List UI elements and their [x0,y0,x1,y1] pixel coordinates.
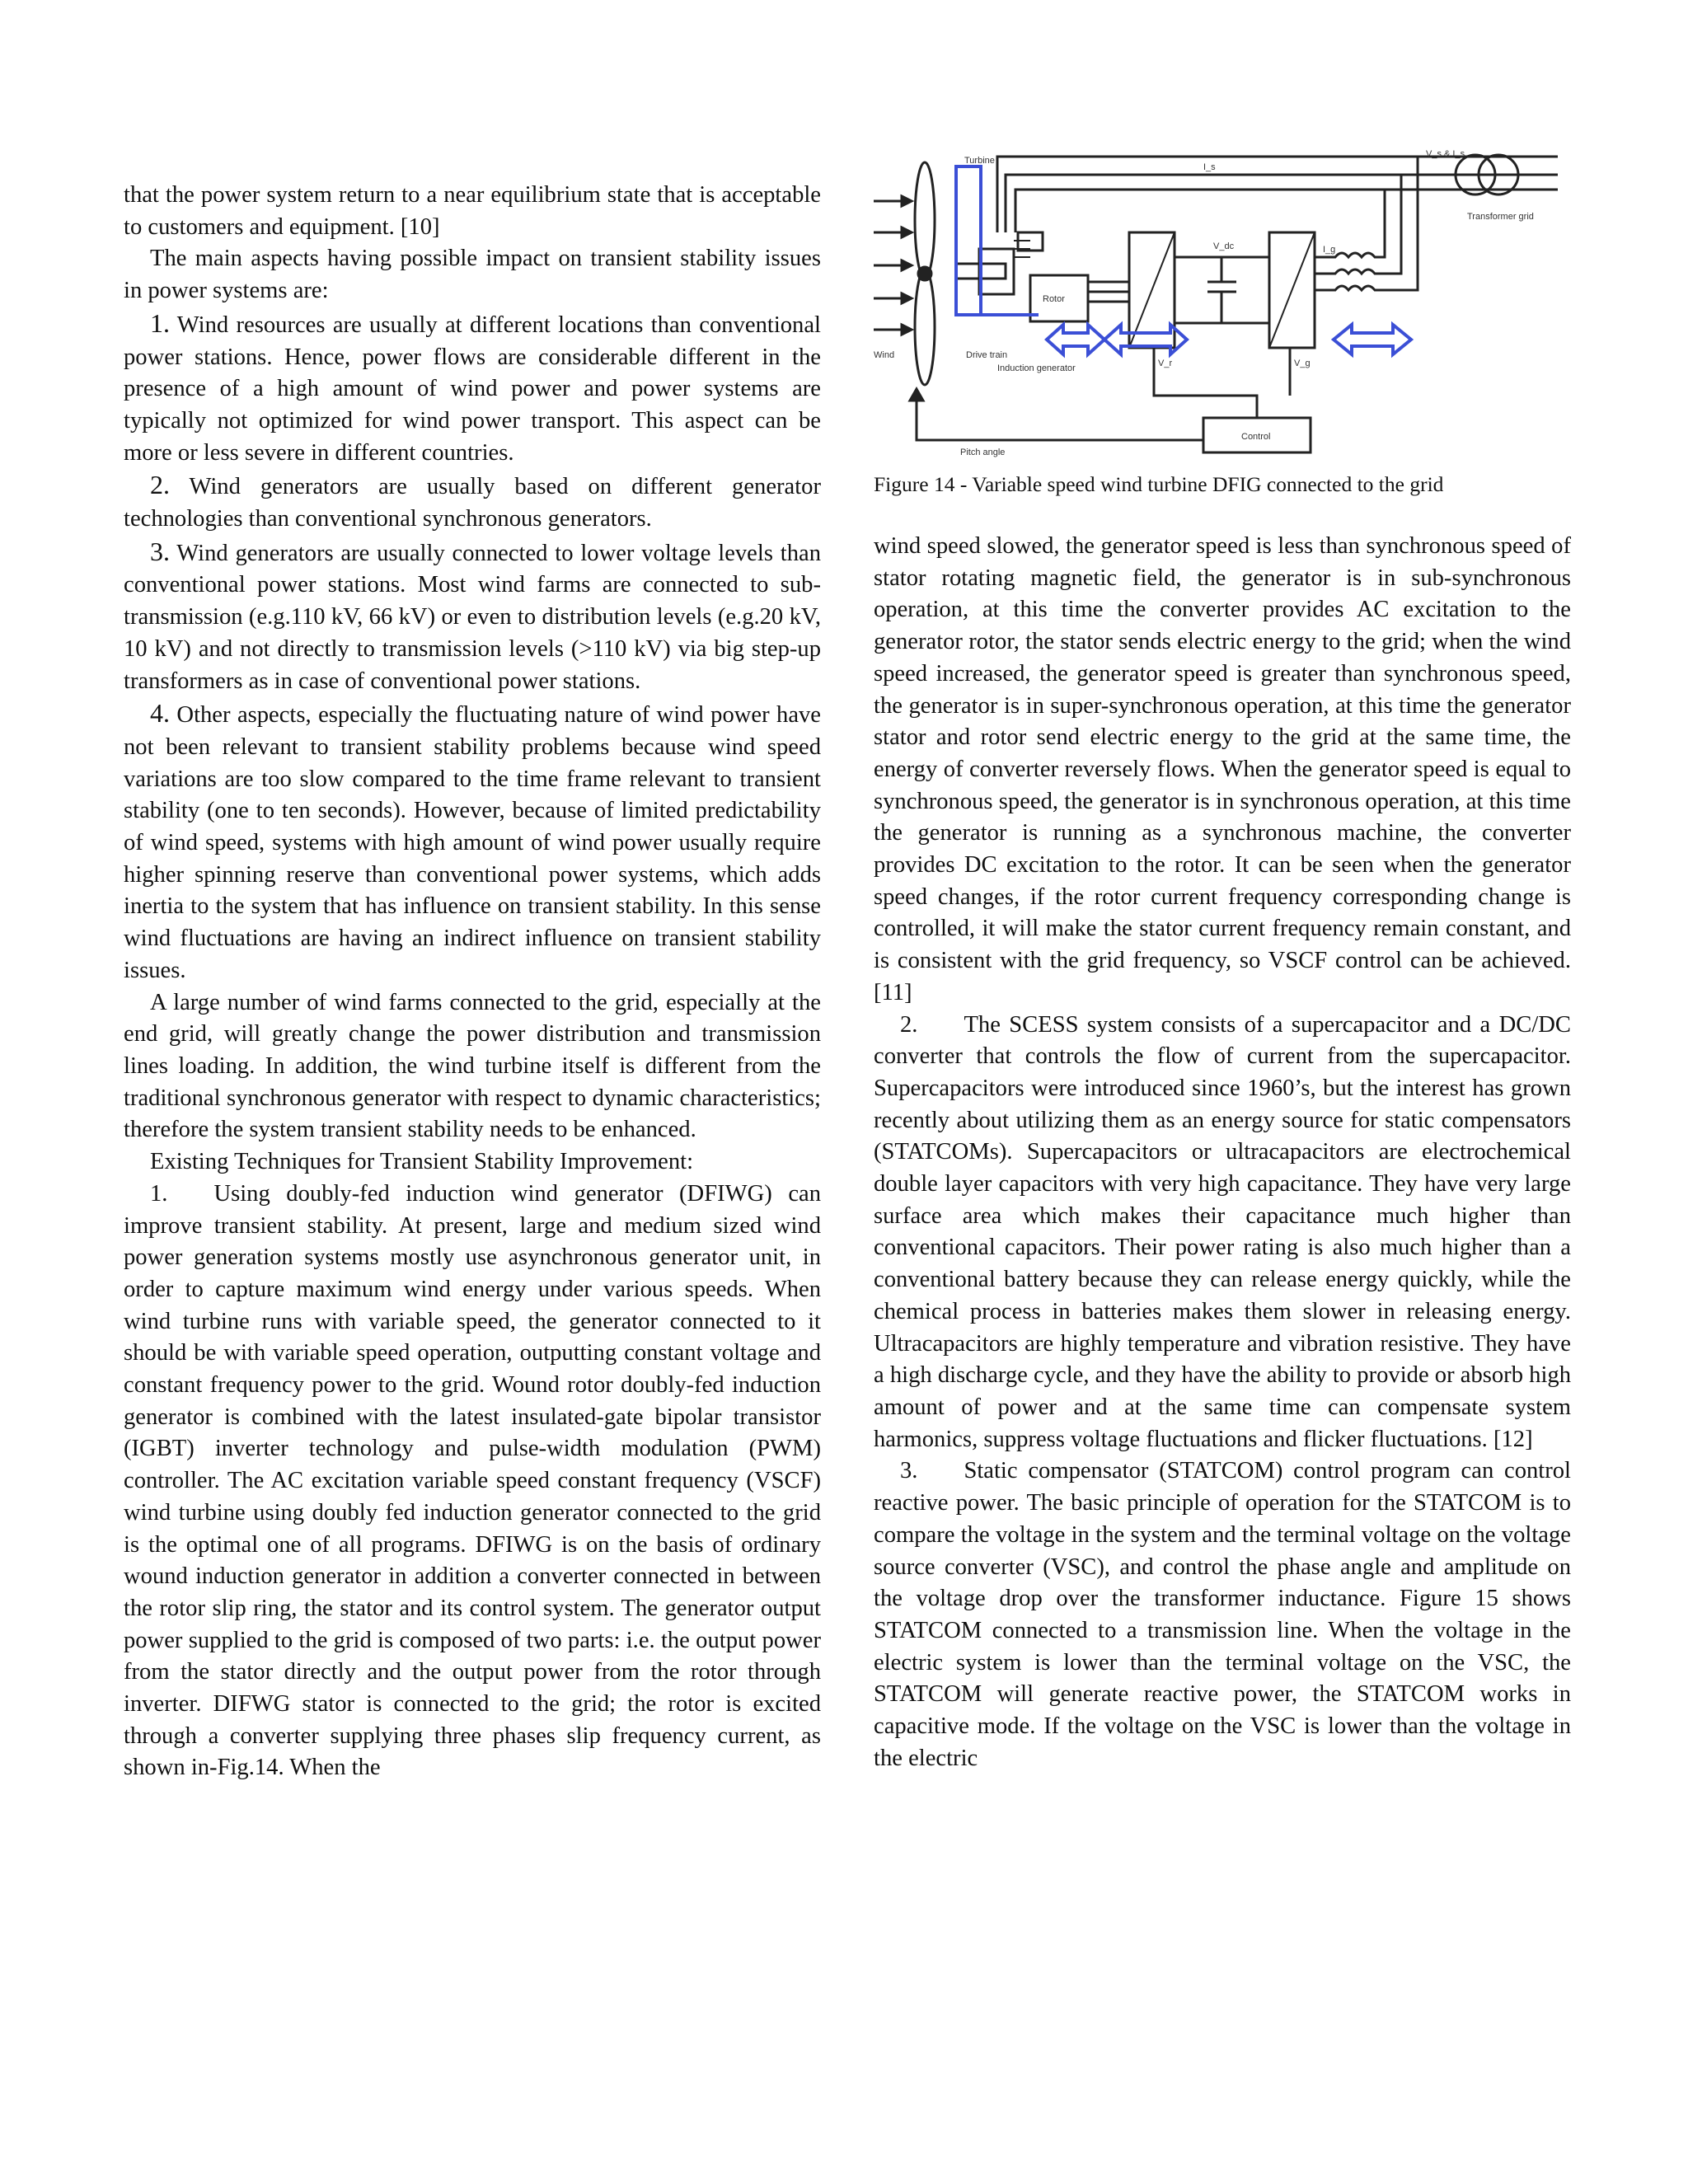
label-vdc: V_dc [1213,241,1235,251]
turbine-blade-lower [915,269,935,385]
label-drive-train: Drive train [966,350,1008,360]
rotor-power-flow-arrow [1047,325,1104,354]
paragraph: The main aspects having possible impact on transient stability issues in power systems are: [124,246,821,304]
label-control: Control [1241,432,1271,442]
section-heading: Existing Techniques for Transient Stability Improvement: [150,1149,694,1175]
paragraph: wind speed slowed, the generator speed is less than synchronous speed of stator rotating magnetic field, the generator is in sub-synchronous operation, at this time the converter provides AC excitation to the generator rotor, the stator sends electric energy to the grid; when the wind speed increased, the generator speed is greater than synchronous speed, the generator is in super-synchronous operation, at this time the generator stator and rotor send electric energy to the grid at the same time, the energy of converter reversely flows. When the generator speed is equal to synchronous speed, the generator is in synchronous operation, at this time the generator is running as a synchronous machine, the converter provides DC excitation to the rotor. It can be seen when the generator speed changes, if the rotor current frequency corresponding change is controlled, it will make the stator current frequency remain constant, and is consistent with the grid frequency, so VSCF control can be achieved. [11] [874,533,1571,1005]
paragraph: that the power system return to a near equilibrium state that is acceptable to customers and equipment. [10] [124,182,821,240]
list-item: 2. The SCESS system consists of a supercapacitor and a DC/DC converter that controls the flow of current from the supercapacitor. Supercapacitors were introduced since 1960’s, but the interest has grown recently about utilizing them as an energy source for static compensators (STATCOMs). Supercapacitors or ultracapacitors are electrochemical double layer capacitors with very high capacitance. They have very large surface area which makes their capacitance much higher than conventional capacitors. Their power rating is also much higher than a conventional battery because they can release energy quickly, while the chemical process in batteries makes them slower in releasing energy. Ultracapacitors are highly temperature and vibration resistive. They have a high discharge cycle, and they have the ability to provide or absorb high amount of power and at the same time can compensate system harmonics, suppress voltage fluctuations and flicker fluctuations. [12] [874,1011,1571,1452]
list-item: 4. Other aspects, especially the fluctuating nature of wind power have not been relevant to transient stability problems because wind speed variations are too slow compared to the time frame relevant to transient stability (one to ten seconds). However, because of limited predictability of wind speed, systems with high amount of wind power usually require higher spinning reserve than conventional power systems, which adds inertia to the system that has influence on transient stability. In this sense wind fluctuations are having an indirect influence on transient stability issues. [124,698,821,983]
turbine-blade-upper [915,162,935,278]
figure-caption: Figure 14 - Variable speed wind turbine DFIG connected to the grid [874,472,1444,496]
label-turbine: Turbine [964,156,995,166]
label-vs-is: V_s & I_s [1426,150,1465,159]
paragraph: A large number of wind farms connected to the grid, especially at the end grid, will greatly change the power distribution and transmission lines loading. In addition, the wind turbine itself is different from the traditional synchronous generator with respect to dynamic characteristics; therefore the system transient stability needs to be enhanced. [124,989,821,1143]
list-item: 1. Wind resources are usually at different locations than conventional power stations. Hence, power flows are considerable different in the presence of a high amount of wind power and power systems are typically not optimized for wind power transport. This aspect can be more or less severe in different countries. [124,307,821,466]
list-item: 3. Static compensator (STATCOM) control program can control reactive power. The basic principle of operation for the STATCOM is to compare the voltage in the system and the terminal voltage on the voltage source converter (VSC), and control the phase angle and amplitude on the voltage drop over the transformer inductance. Figure 15 shows STATCOM connected to a transmission line. When the voltage in the electric system is lower than the terminal voltage on the VSC, the STATCOM will generate reactive power, the STATCOM works in capacitive mode. If the voltage on the VSC is lower than the voltage in the electric [874,1458,1571,1771]
label-transformer-grid: Transformer grid [1467,212,1534,222]
label-is: I_s [1203,162,1216,172]
label-vg: V_g [1294,359,1311,368]
label-pitch-angle: Pitch angle [960,448,1006,457]
label-ig: I_g [1323,245,1336,255]
label-induction-generator: Induction generator [997,363,1076,373]
label-vr: V_r [1158,359,1173,368]
list-item: 2. Wind generators are usually based on different generator technologies than conventional synchronous generators. [124,470,821,532]
label-rotor: Rotor [1043,294,1065,304]
label-wind: Wind [874,350,895,360]
gearbox-box [979,249,1014,294]
list-item: 1. Using doubly-fed induction wind generator (DFIWG) can improve transient stability. At present, large and medium sized wind power generation systems mostly use asynchronous generator unit, in order to capture maximum wind energy under various speeds. When wind turbine runs with variable speed, the generator connected to it should be with variable speed operation, outputting constant voltage and constant frequency power to the grid. Wound rotor doubly-fed induction generator is combined with the latest insulated-gate bipolar transistor (IGBT) inverter technology and pulse-width modulation (PWM) controller. The AC excitation variable speed constant frequency (VSCF) wind turbine using doubly fed induction generator connected to the grid is the optimal one of all programs. DFIWG is on the basis of ordinary wound induction generator in addition a converter connected in between the rotor slip ring, the stator and its control system. The generator output power supplied to the grid is composed of two parts: i.e. the output power from the stator directly and the output power from the rotor through inverter. DIFWG stator is connected to the grid; the rotor is excited through a converter supplying three phases slip frequency current, as shown in-Fig.14. When the [124,1180,821,1781]
figure-14-dfig-diagram [874,150,1558,478]
left-column [124,180,821,1784]
right-column [874,531,1571,1774]
grid-power-flow-arrow [1334,325,1411,354]
list-item: 3. Wind generators are usually connected to lower voltage levels than conventional power stations. Most wind farms are connected to sub-transmission (e.g.110 kV, 66 kV) or even to distribution levels (e.g.20 kV, 10 kV) and not directly to transmission levels (>110 kV) via big step-up transformers as in case of conventional power stations. [124,536,821,694]
